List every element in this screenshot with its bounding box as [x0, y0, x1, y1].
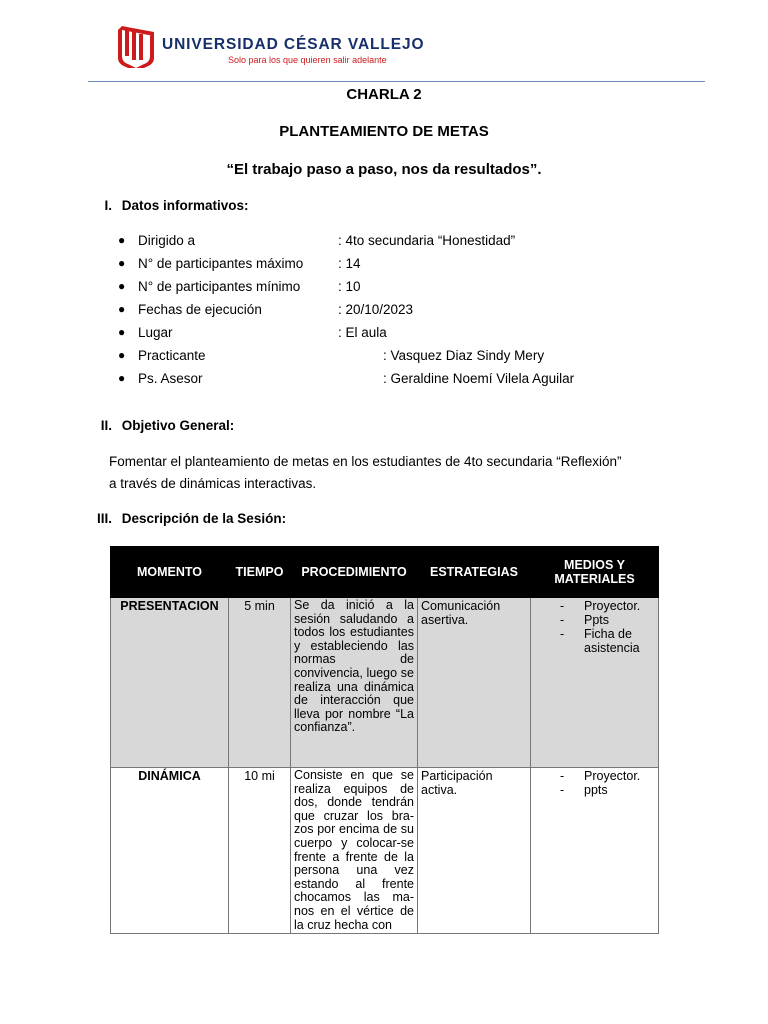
header-divider — [88, 81, 705, 82]
objective-paragraph — [109, 451, 669, 495]
charla-title: CHARLA 2 — [346, 86, 422, 103]
session-table — [110, 546, 659, 934]
bullet-icon: ● — [118, 371, 126, 385]
list-item: - ppts — [560, 783, 608, 797]
section-3-heading — [94, 511, 286, 526]
cell-tiempo: 10 mi — [229, 768, 291, 934]
section-1-title: Datos informativos: — [121, 198, 249, 213]
university-name: UNIVERSIDAD CÉSAR VALLEJO — [162, 36, 425, 53]
cell-estrategias: Participación activa. — [418, 768, 531, 934]
cell-estrategias: Comunicación asertiva. — [418, 598, 531, 768]
section-3-number: III. — [96, 511, 112, 526]
header-momento: MOMENTO — [111, 547, 229, 598]
objective-line-2: a través de dinámicas interactivas. — [109, 476, 317, 491]
header-estrategias: ESTRATEGIAS — [418, 547, 531, 598]
university-logo — [118, 26, 425, 70]
list-item: - Proyector. — [560, 599, 641, 613]
cell-momento: PRESENTACION — [111, 598, 229, 768]
header-procedimiento: PROCEDIMIENTO — [291, 547, 418, 598]
theme-title: PLANTEAMIENTO DE METAS — [279, 123, 489, 140]
cell-procedimiento: Se da inició a la sesión saludando a todos los estudiantes y estableciendo las normas de convivencia, luego se realiza una dinámica de interacción que lleva por nombre “La confianza”. — [291, 598, 418, 768]
list-item: - Proyector. — [560, 769, 641, 783]
table-row — [111, 598, 659, 768]
section-1-heading — [100, 198, 249, 213]
cell-materiales — [531, 598, 659, 768]
table-header-row — [111, 547, 659, 598]
cell-procedimiento: Consiste en que se realiza equipos de dos, donde tendrán que cruzar los bra-zos por encima de su cuerpo y colocar-se frente a frente de la persona una vez estando al frente chocamos las ma-nos en el vértice de la cruz hecha con — [291, 768, 418, 934]
table-row — [111, 768, 659, 934]
section-1-number: I. — [104, 198, 112, 213]
cell-materiales — [531, 768, 659, 934]
bullet-icon: ● — [118, 256, 126, 270]
bullet-icon: ● — [118, 348, 126, 362]
section-2-number: II. — [100, 418, 112, 433]
list-item: - Ficha de asistencia — [560, 627, 640, 655]
objective-line-1: Fomentar el planteamiento de metas en los estudiantes de 4to secundaria “Reflexión” — [109, 454, 622, 469]
cell-momento: DINÁMICA — [111, 768, 229, 934]
university-tagline: Solo para los que quieren salir adelante — [228, 55, 387, 65]
cell-tiempo: 5 min — [229, 598, 291, 768]
section-2-title: Objetivo General: — [121, 418, 235, 433]
section-2-heading — [97, 418, 234, 433]
motto: “El trabajo paso a paso, nos da resultados”. — [226, 161, 542, 178]
bullet-icon: ● — [118, 279, 126, 293]
bullet-icon: ● — [118, 325, 126, 339]
header-medios: MEDIOS Y MATERIALES — [531, 547, 659, 598]
bullet-icon: ● — [118, 233, 126, 247]
section-3-title: Descripción de la Sesión: — [121, 511, 287, 526]
list-item: - Ppts — [560, 613, 610, 627]
shield-logo-icon — [118, 26, 154, 68]
bullet-icon: ● — [118, 302, 126, 316]
header-tiempo: TIEMPO — [229, 547, 291, 598]
